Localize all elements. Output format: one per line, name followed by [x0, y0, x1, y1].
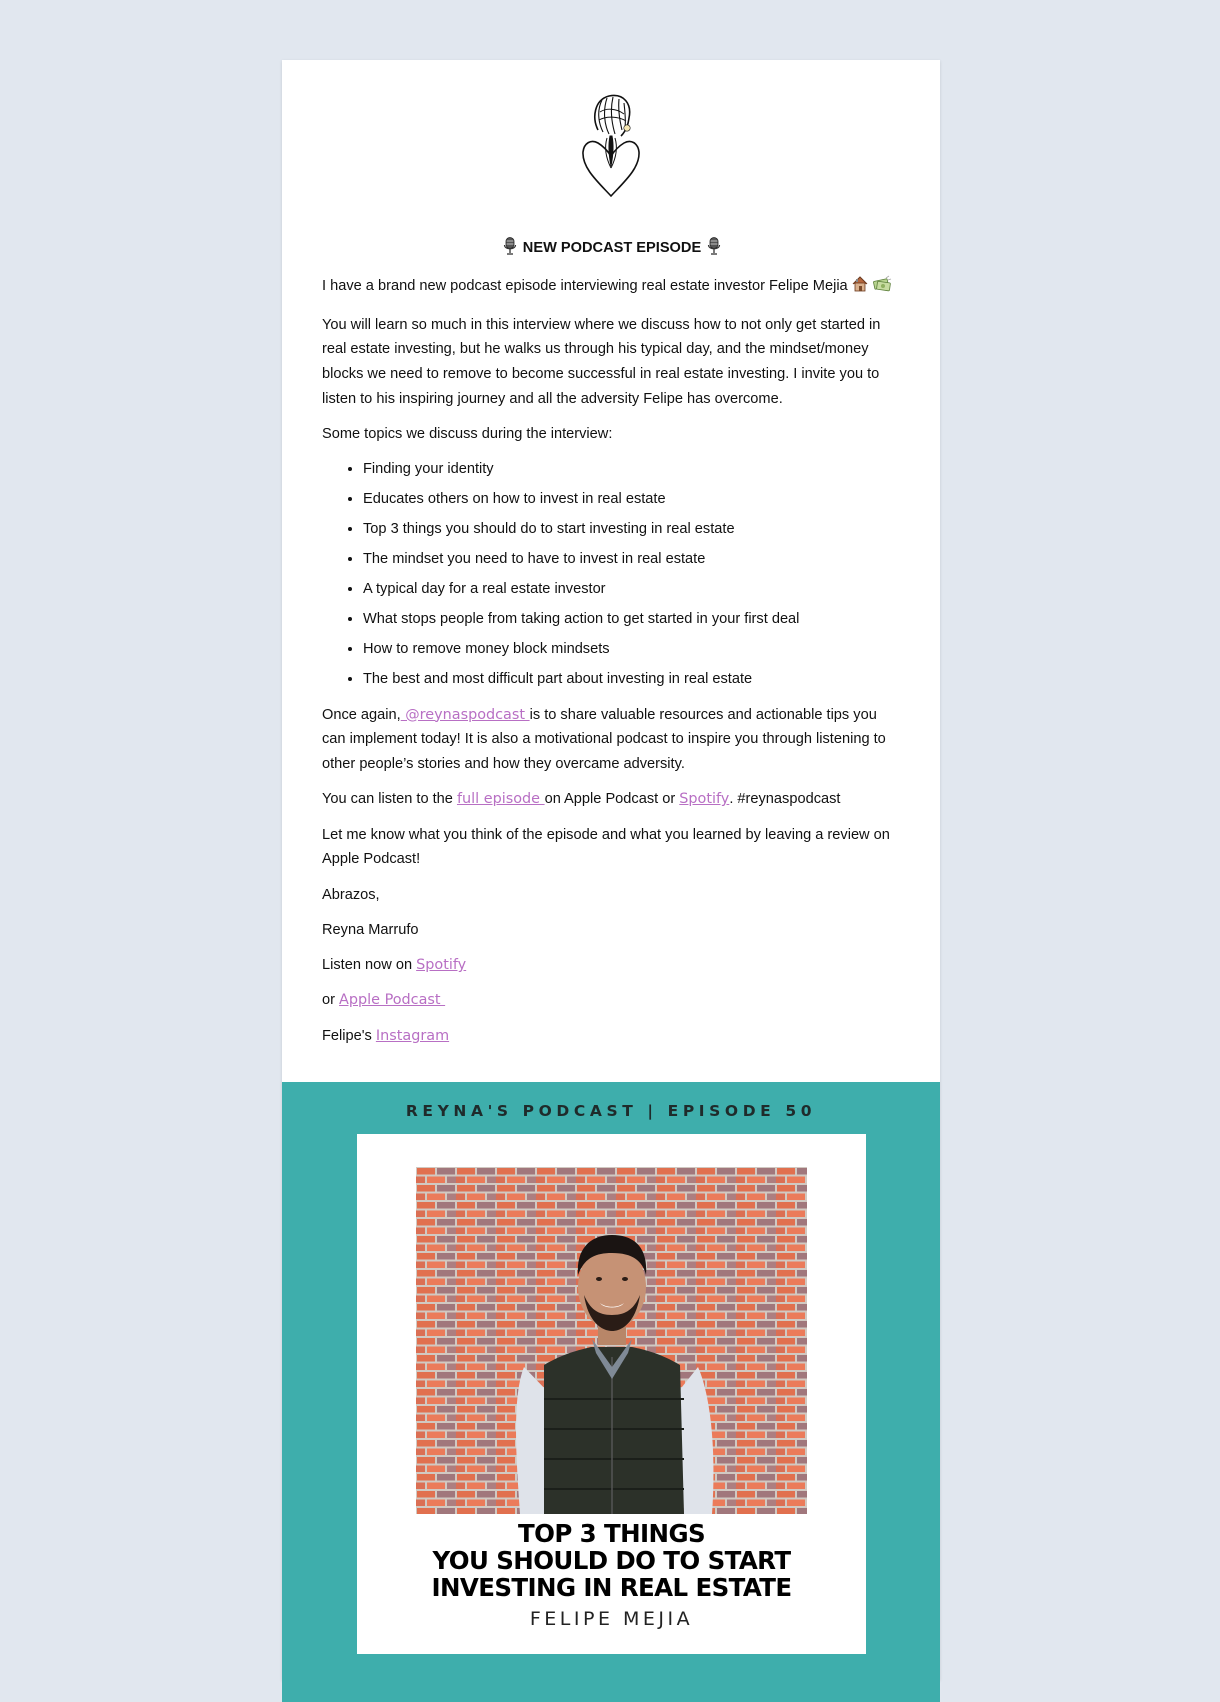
listen-prefix: You can listen to the: [322, 791, 457, 808]
email-body: [322, 236, 902, 1059]
once-again-suffix: is to share valuable resources and actionable tips you can implement today! It is also a motivational podcast to inspire you through listening to other people’s stories and how they overcame adversity.: [322, 706, 886, 772]
spotify-inline-link[interactable]: Spotify: [679, 791, 730, 808]
intro-paragraph: [322, 274, 902, 302]
reynaspodcast-handle-link[interactable]: @reynaspodcast: [400, 706, 530, 723]
listen-now-line: [322, 953, 902, 978]
list-item: • Educates others on how to invest in real estate: [363, 487, 902, 512]
money-icon: [872, 275, 892, 302]
list-item: • The mindset you need to have to invest in real estate: [363, 547, 902, 572]
list-item: • The best and most difficult part about investing in real estate: [363, 667, 902, 692]
instagram-line: [322, 1024, 902, 1049]
instagram-link[interactable]: Instagram: [375, 1027, 450, 1044]
or-prefix: or: [322, 992, 340, 1009]
list-item: • A typical day for a real estate investor: [363, 577, 902, 602]
listen-suffix: . #reynaspodcast: [729, 791, 841, 808]
list-item: • Finding your identity: [363, 457, 902, 482]
cover-headline-line: INVESTING IN REAL ESTATE: [431, 1573, 792, 1602]
list-item: • Top 3 things you should do to start investing in real estate: [363, 517, 902, 542]
full-episode-link[interactable]: full episode: [456, 791, 545, 808]
cover-title: REYNA'S PODCAST | EPISODE 50: [405, 1102, 817, 1120]
cover-guest-name: FELIPE MEJIA: [529, 1608, 694, 1630]
email-container: [282, 60, 940, 1680]
cover-headline-line: YOU SHOULD DO TO START: [432, 1546, 791, 1575]
body-paragraph: You will learn so much in this interview where we discuss how to not only get started in real estate investing, but he walks us through his typical day, and the mindset/money blocks we need to remove to become successful in real estate investing. I invite you to listen to his inspiring journey and all the adversity Felipe has overcome.: [322, 316, 881, 407]
topics-intro: Some topics we discuss during the interview:: [322, 426, 613, 442]
cover-headline-line: TOP 3 THINGS: [518, 1519, 705, 1548]
apple-podcast-line: [322, 988, 902, 1013]
signoff: Abrazos,: [322, 886, 380, 903]
listen-now-prefix: Listen now on: [322, 957, 417, 974]
guest-photo: [416, 1167, 807, 1514]
listen-middle: on Apple Podcast or: [544, 791, 680, 808]
list-item: • What stops people from taking action to get started in your first deal: [363, 607, 902, 632]
microphone-icon: [707, 237, 721, 264]
list-item: • How to remove money block mindsets: [363, 637, 902, 662]
review-paragraph: Let me know what you think of the episode and what you learned by leaving a review on Apple Podcast!: [322, 826, 890, 868]
microphone-icon: [503, 237, 517, 264]
topics-list: [322, 457, 902, 692]
cover-card: [357, 1134, 866, 1654]
instagram-prefix: Felipe's: [322, 1027, 376, 1044]
house-icon: [851, 275, 869, 302]
heading-text: NEW PODCAST EPISODE: [522, 240, 702, 256]
once-again-paragraph: [322, 703, 902, 777]
apple-podcast-link[interactable]: Apple Podcast: [339, 992, 446, 1009]
episode-cover-image[interactable]: [282, 1082, 940, 1702]
signature: Reyna Marrufo: [322, 921, 419, 938]
spotify-link[interactable]: Spotify: [416, 957, 467, 974]
episode-heading: [322, 236, 902, 264]
intro-text: I have a brand new podcast episode interviewing real estate investor Felipe Mejia: [322, 278, 848, 295]
heart-hair-logo-icon: [576, 90, 646, 198]
cover-headline: [357, 1520, 866, 1601]
listen-paragraph: [322, 787, 902, 812]
logo: [282, 90, 940, 200]
once-again-prefix: Once again,: [322, 706, 401, 723]
